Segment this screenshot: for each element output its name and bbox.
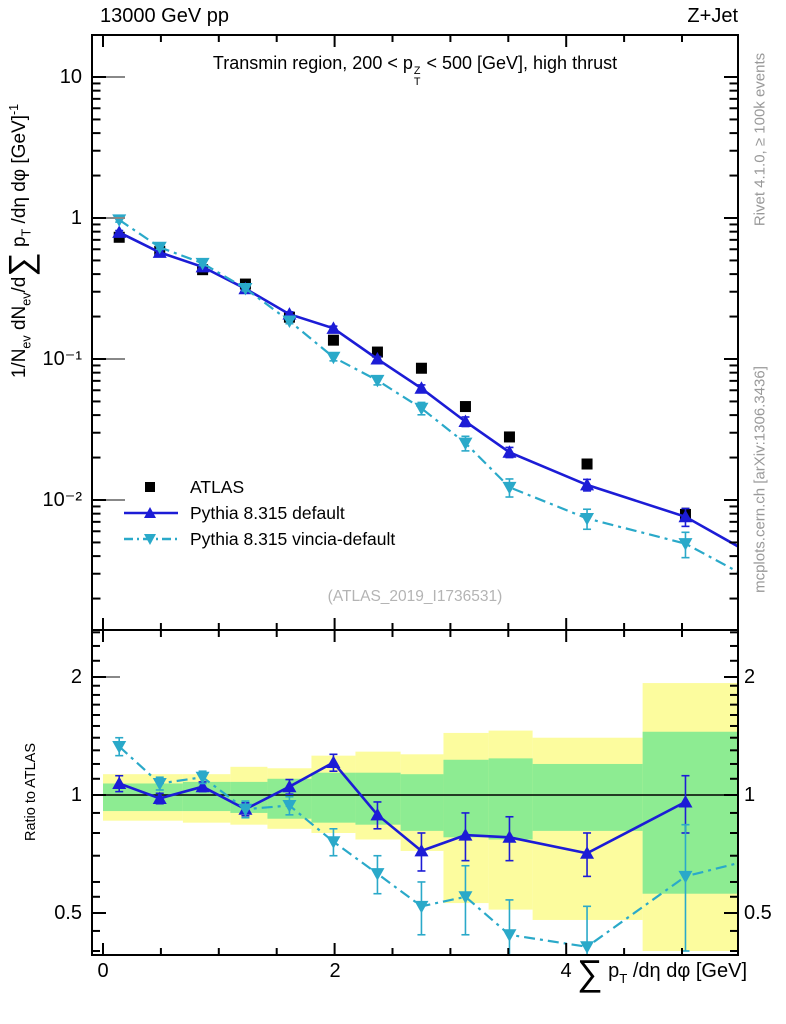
marker-square	[504, 431, 515, 442]
marker-triangle-down	[678, 538, 692, 551]
ratio-y-tick-label-left: 2	[70, 666, 82, 688]
legend-label: ATLAS	[190, 476, 245, 497]
y-axis-label	[2, 31, 41, 451]
label-segment: ev	[19, 335, 34, 349]
mcplots-arxiv-note: mcplots.cern.ch [arXiv:1306.3436]	[751, 366, 769, 593]
plot-title	[92, 53, 738, 88]
marker-square	[582, 459, 593, 470]
ratio-axis-label: Ratio to ATLAS	[23, 742, 39, 842]
label-segment: p	[8, 236, 30, 253]
marker-square	[416, 363, 427, 374]
label-segment: -1	[7, 103, 21, 116]
ratio-y-tick-label-left: 0.5	[54, 902, 82, 924]
label-segment: dN	[8, 305, 30, 336]
marker-square	[328, 335, 339, 346]
square-legend-icon	[122, 477, 180, 497]
main-y-tick-label: 1	[70, 207, 82, 229]
legend-item	[122, 474, 395, 500]
triangle-up-legend-icon	[122, 503, 180, 523]
marker-triangle-up	[112, 225, 126, 238]
triangle-down-legend-icon	[122, 529, 180, 549]
marker-square	[460, 401, 471, 412]
x-tick-label: 0	[97, 960, 109, 982]
rivet-version-note: Rivet 4.1.0, ≥ 100k events	[751, 52, 769, 227]
x-tick-label: 2	[329, 960, 341, 982]
legend-item	[122, 500, 395, 526]
label-segment: ∑	[576, 951, 603, 993]
label-segment: p	[602, 960, 620, 982]
band-inner	[401, 774, 444, 831]
analysis-id-watermark: (ATLAS_2019_I1736531)	[327, 588, 503, 605]
main-y-tick-label: 10	[59, 66, 82, 88]
main-y-tick-label: 10⁻¹	[42, 348, 82, 370]
legend-label: Pythia 8.315 default	[190, 502, 345, 523]
label-segment: 1/N	[8, 348, 30, 379]
label-segment: < 500 [GeV], high thrust	[421, 53, 618, 73]
beam-energy-label: 13000 GeV pp	[100, 5, 229, 27]
ratio-y-tick-label-right: 2	[744, 666, 756, 688]
marker-triangle-up	[502, 445, 516, 458]
marker-triangle-down	[502, 929, 516, 942]
ratio-y-tick-label-right: 1	[744, 784, 756, 806]
band-inner	[643, 732, 738, 894]
marker-triangle-down	[458, 438, 472, 451]
label-segment: /dη dφ [GeV]	[8, 115, 30, 229]
label-segment: ev	[19, 292, 34, 306]
label-segment: ∑	[2, 252, 41, 277]
legend-label: Pythia 8.315 vincia-default	[190, 528, 396, 549]
band-inner	[489, 758, 533, 839]
process-label: Z+Jet	[687, 5, 738, 27]
x-tick-label: 4	[560, 960, 572, 982]
marker-triangle-down	[326, 352, 340, 365]
ratio-y-tick-label-left: 1	[70, 784, 82, 806]
marker-triangle-up	[414, 381, 428, 394]
legend	[122, 474, 395, 552]
label-segment: /dη dφ [GeV]	[627, 960, 747, 982]
marker-triangle-down	[580, 513, 594, 526]
label-segment: Transmin region, 200 < p	[212, 53, 413, 73]
label-segment: /d	[8, 276, 30, 293]
ratio-y-tick-label-right: 0.5	[744, 902, 772, 924]
marker-triangle-down	[326, 836, 340, 849]
marker-triangle-down	[370, 375, 384, 388]
legend-item	[122, 526, 395, 552]
label-segment: T	[619, 970, 628, 986]
label-segment: T	[19, 228, 34, 237]
marker-triangle-down	[414, 901, 428, 914]
stacked-subsup: Z T	[413, 65, 421, 89]
marker-triangle-down	[370, 868, 384, 881]
marker-triangle-down	[112, 214, 126, 227]
main-y-tick-label: 10⁻²	[42, 489, 82, 511]
band-inner	[533, 764, 643, 831]
